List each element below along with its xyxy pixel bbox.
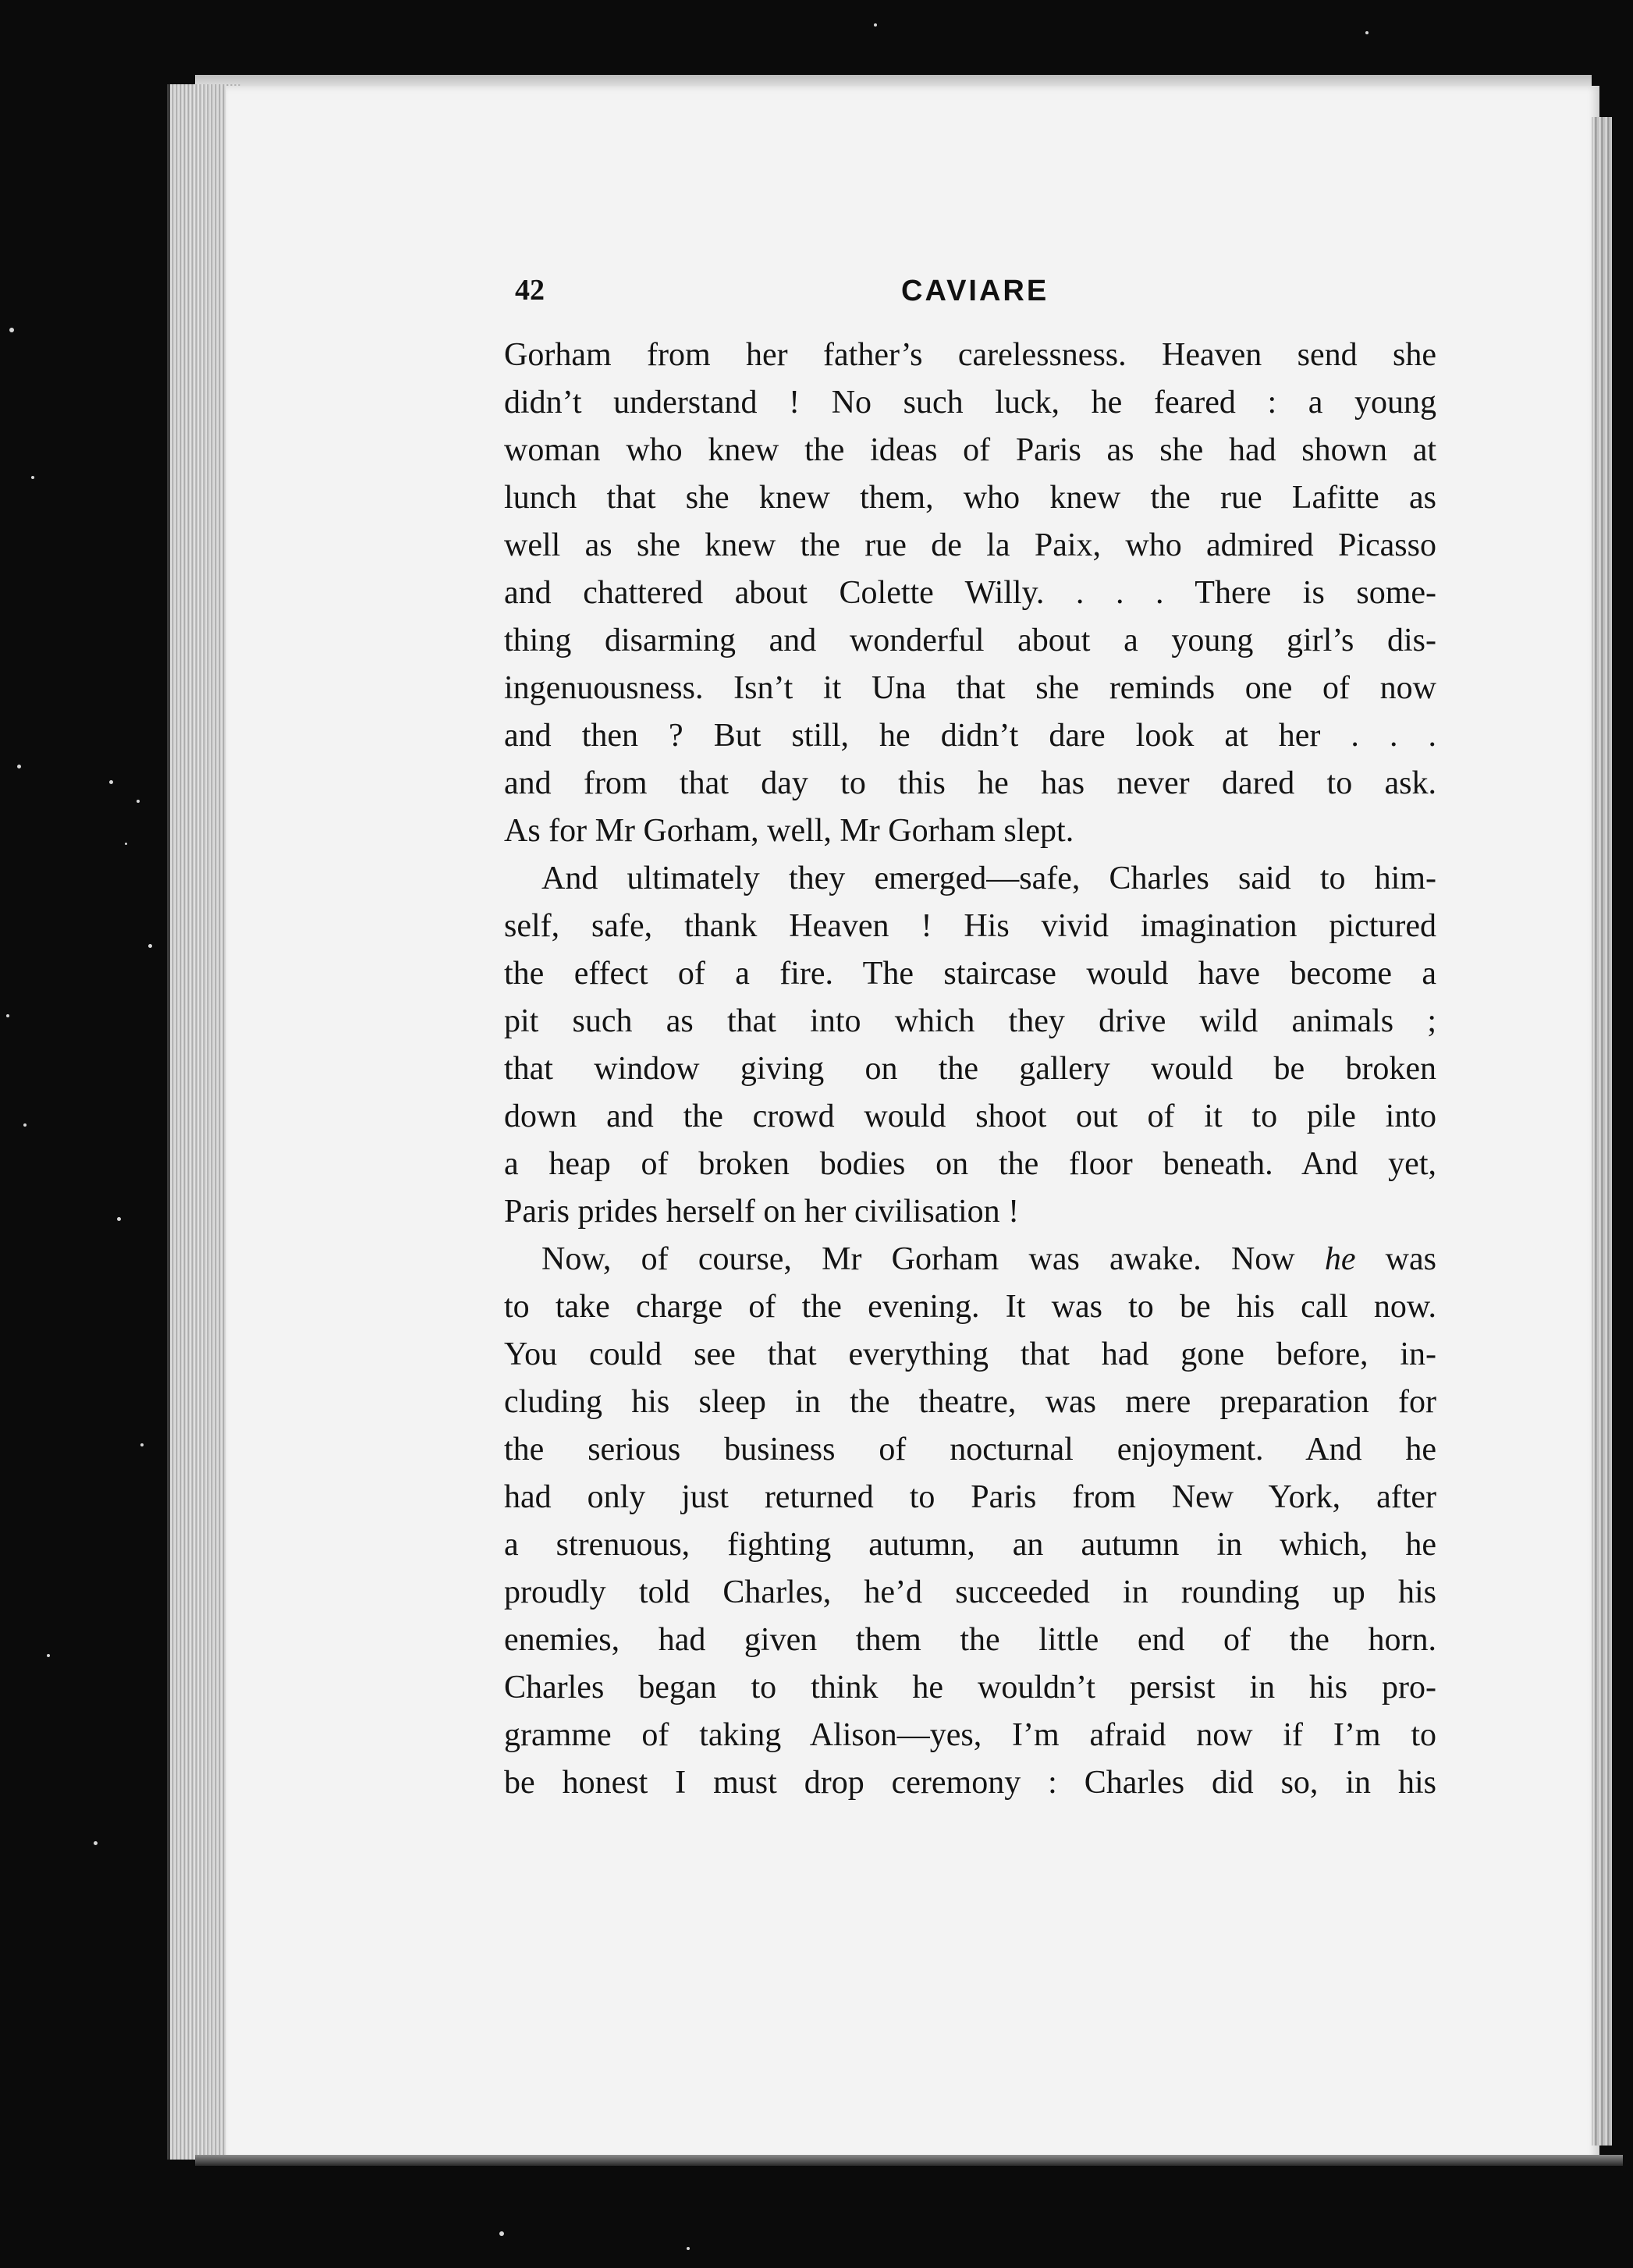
- text-line: pit such as that into which they drive wild animals ;: [504, 1003, 1436, 1039]
- text-line: to take charge of the evening. It was to be his call now.: [504, 1289, 1436, 1325]
- text-line: a heap of broken bodies on the floor beneath. And yet,: [504, 1146, 1436, 1182]
- text-line: As for Mr Gorham, well, Mr Gorham slept.: [504, 813, 1074, 849]
- text-line: Paris prides herself on her civilisation !: [504, 1194, 1020, 1230]
- text-line: a strenuous, fighting autumn, an autumn in which, he: [504, 1527, 1436, 1563]
- text-line: And ultimately they emerged—safe, Charles said to him-: [541, 861, 1436, 896]
- scan-speck: [6, 1014, 9, 1017]
- text-segment: Now, of course, Mr Gorham was awake. Now: [541, 1241, 1325, 1277]
- text-line: that window giving on the gallery would be broken: [504, 1051, 1436, 1087]
- text-line: thing disarming and wonderful about a young girl’s dis-: [504, 623, 1436, 658]
- page-number: 42: [515, 274, 545, 307]
- text-line: and then ? But still, he didn’t dare look at her . . .: [504, 718, 1436, 754]
- text-line: the effect of a fire. The staircase would have become a: [504, 956, 1436, 992]
- text-line: had only just returned to Paris from New York, after: [504, 1479, 1436, 1515]
- text-line: gramme of taking Alison—yes, I’m afraid now if I’m to: [504, 1717, 1436, 1753]
- text-line: didn’t understand ! No such luck, he feared : a young: [504, 385, 1436, 421]
- scan-speck: [125, 843, 127, 845]
- text-line: Gorham from her father’s carelessness. Heaven send she: [504, 337, 1436, 373]
- text-line: and from that day to this he has never dared to ask.: [504, 765, 1436, 801]
- body-text: [504, 332, 1436, 1807]
- scan-speck: [140, 1443, 144, 1446]
- text-line: well as she knew the rue de la Paix, who admired Picasso: [504, 527, 1436, 563]
- scan-speck: [874, 23, 877, 27]
- scan-speck: [31, 476, 34, 479]
- text-line: cluding his sleep in the theatre, was mere preparation for: [504, 1384, 1436, 1420]
- text-line: the serious business of nocturnal enjoyment. And he: [504, 1432, 1436, 1468]
- text-line: be honest I must drop ceremony : Charles did so, in his: [504, 1765, 1436, 1801]
- scan-speck: [9, 328, 14, 332]
- scan-speck: [1365, 31, 1369, 34]
- text-line: Charles began to think he wouldn’t persist in his pro-: [504, 1670, 1436, 1705]
- scan-speck: [499, 2231, 504, 2236]
- running-head: CAVIARE: [901, 275, 1049, 307]
- scan-speck: [109, 780, 113, 784]
- text-line: down and the crowd would shoot out of it to pile into: [504, 1099, 1436, 1134]
- page-header: [515, 273, 1436, 320]
- text-segment: was: [1355, 1241, 1436, 1277]
- text-line-with-italic: [504, 1236, 1436, 1283]
- italic-word: he: [1324, 1241, 1356, 1277]
- text-line: proudly told Charles, he’d succeeded in rounding up his: [504, 1574, 1436, 1610]
- scan-speck: [47, 1654, 50, 1657]
- book-bottom-edge: [195, 2155, 1623, 2166]
- text-line: lunch that she knew them, who knew the rue Lafitte as: [504, 480, 1436, 516]
- text-line: and chattered about Colette Willy. . . . There is some-: [504, 575, 1436, 611]
- text-line: self, safe, thank Heaven ! His vivid imagination pictured: [504, 908, 1436, 944]
- text-line: You could see that everything that had gone before, in-: [504, 1336, 1436, 1372]
- scan-speck: [94, 1841, 98, 1845]
- text-line: enemies, had given them the little end of the horn.: [504, 1622, 1436, 1658]
- scan-speck: [137, 800, 140, 803]
- scan-speck: [17, 765, 21, 768]
- scan-speck: [117, 1217, 121, 1221]
- scan-speck: [687, 2247, 690, 2250]
- book-fore-edge: [1592, 117, 1612, 2146]
- text-line: woman who knew the ideas of Paris as she had shown at: [504, 432, 1436, 468]
- scan-speck: [148, 944, 152, 948]
- text-line: ingenuousness. Isn’t it Una that she reminds one of now: [504, 670, 1436, 706]
- scan-speck: [23, 1123, 27, 1127]
